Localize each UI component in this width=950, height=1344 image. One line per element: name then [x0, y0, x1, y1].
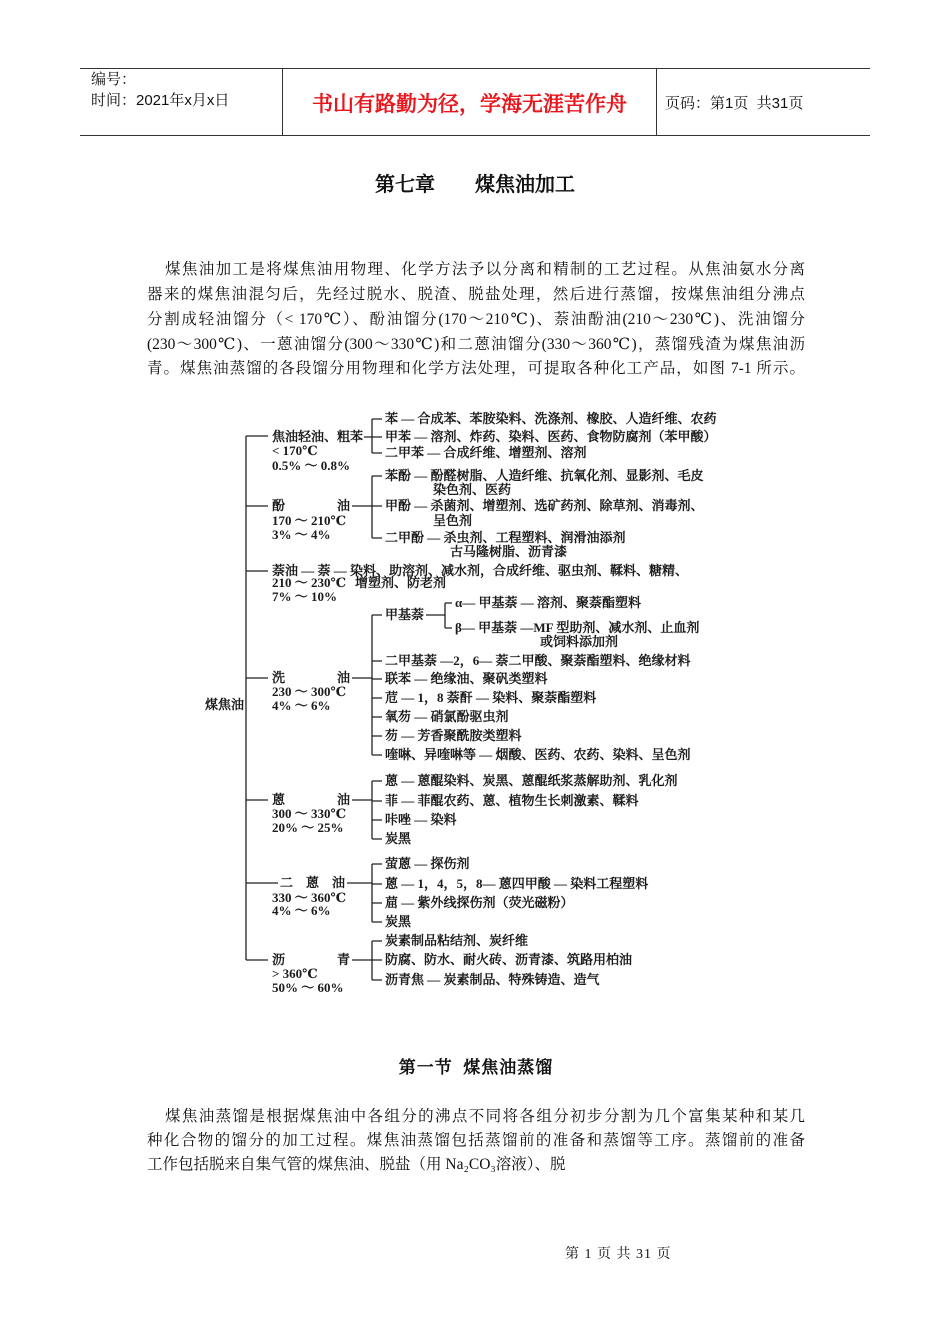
product-item: 二甲酚 — 杀虫剂、工程塑料、润滑油添剂	[385, 530, 626, 545]
methylnaphthalene-bracket	[426, 603, 452, 628]
motto: 书山有路勤为径，学海无涯苦作舟	[312, 93, 627, 116]
beta-methylnaphthalene-continued: 或饲料添加剂	[540, 634, 619, 649]
wash-oil-share: 4% ～ 6%	[272, 698, 331, 713]
header-motto-cell	[282, 69, 657, 135]
light-oil-share: 0.5% ～ 0.8%	[272, 458, 351, 473]
serial-label: 编号：	[91, 71, 137, 88]
beta-methylnaphthalene: β— 甲基萘 —MF 型助剂、减水剂、止血剂	[455, 620, 700, 635]
naphthalene-uses-continued: 增塑剂、防老剂	[355, 575, 447, 590]
time-label: 时间：2021年x月x日	[91, 92, 230, 109]
diagram-root: 煤焦油	[205, 697, 245, 712]
alpha-methylnaphthalene: α— 甲基萘 — 溶剂、聚萘酯塑料	[455, 595, 642, 610]
paragraph-line: 器来的煤焦油混匀后，先经过脱水、脱渣、脱盐处理，然后进行蒸馏，按煤焦油组分沸点	[147, 286, 805, 303]
product-item: 咔唑 — 染料	[385, 812, 457, 827]
page-footer: 第 1 页 共 31 页	[565, 1247, 672, 1262]
product-item: 甲苯 — 溶剂、炸药、染料、医药、食物防腐剂（苯甲酸）	[385, 429, 717, 444]
naphthalene-oil-share: 7% ～ 10%	[272, 589, 338, 604]
paragraph-line: (230～300℃)、一蒽油馏分(300～330℃)和二蒽油馏分(330～360℃)，蒸馏残渣为煤焦油沥	[147, 336, 805, 353]
product-item: 联苯 — 绝缘油、聚矾类塑料	[385, 671, 548, 686]
methylnaphthalene-label: 甲基萘	[385, 607, 425, 622]
paragraph-line: 工作包括脱来自集气管的煤焦油、脱盐（用 Na₂CO₃溶液）、脱	[147, 1156, 566, 1173]
product-item: 苊 — 1，8 萘酐 — 染料、聚萘酯塑料	[385, 690, 597, 705]
product-item: 氧芴 — 硝氯酚驱虫剂	[385, 709, 509, 724]
header-info-cell	[80, 69, 282, 135]
phenol-oil-label: 酚 油	[272, 498, 351, 513]
second-anthracene-oil-share: 4% ～ 6%	[272, 903, 331, 918]
light-oil-label: 焦油轻油、粗苯	[272, 429, 364, 444]
product-item-continued: 呈色剂	[433, 513, 473, 528]
pitch-label: 沥 青	[272, 952, 351, 967]
second-anthracene-oil-label: 二 蒽 油	[280, 875, 346, 890]
paragraph-line: 煤焦油加工是将煤焦油用物理、化学方法予以分离和精制的工艺过程。从焦油氨水分离	[165, 261, 805, 278]
paragraph-line: 青。煤焦油蒸馏的各段馏分用物理和化学方法处理，可提取各种化工产品，如图 7-1 所示。	[147, 360, 805, 377]
anthracene-oil-label: 蒽 油	[272, 792, 351, 807]
naphthalene-oil-label: 萘油 — 萘 — 染料、助溶剂、减水剂，合成纤维、驱虫剂、鞣料、糖精、	[272, 563, 689, 578]
naphthalene-oil-range: 210 ～ 230℃	[272, 575, 347, 590]
light-oil-bracket	[372, 419, 382, 453]
chapter-title: 第七章 煤焦油加工	[375, 174, 575, 196]
product-item: 菲 — 菲醌农药、蒽、植物生长刺激素、鞣料	[385, 793, 639, 808]
branch-connectors	[347, 437, 372, 960]
product-item: 沥青焦 — 炭素制品、特殊铸造、造气	[385, 972, 600, 987]
product-item: 炭黑	[385, 831, 412, 846]
product-item-continued: 古马隆树脂、沥青漆	[450, 544, 568, 559]
product-item: 二甲苯 — 合成纤维、增塑剂、溶剂	[385, 445, 587, 460]
phenol-oil-range: 170 ～ 210℃	[272, 513, 347, 528]
product-item: 萤蒽 — 探伤剂	[385, 856, 470, 871]
product-item: 䓛 — 紫外线探伤剂（荧光磁粉）	[385, 895, 574, 910]
product-item: 二甲基萘 —2，6— 萘二甲酸、聚萘酯塑料、绝缘材料	[385, 653, 691, 668]
light-oil-range: < 170℃	[272, 443, 318, 458]
product-item: 蒽 — 蒽醌染料、炭黑、蒽醌纸浆蒸解助剂、乳化剂	[385, 773, 678, 788]
product-item: 芴 — 芳香聚酰胺类塑料	[385, 728, 522, 743]
product-item: 喹啉、异喹啉等 — 烟酸、医药、农药、染料、呈色剂	[385, 747, 691, 762]
anthracene-oil-range: 300 ～ 330℃	[272, 806, 347, 821]
wash-oil-label: 洗 油	[272, 670, 351, 685]
anthracene-oil-bracket	[372, 781, 382, 839]
product-item: 蒽 — 1，4，5，8— 蒽四甲酸 — 染料工程塑料	[385, 876, 649, 891]
paragraph-line: 种化合物的馏分的加工过程。煤焦油蒸馏包括蒸馏前的准备和蒸馏等工序。蒸馏前的准备	[147, 1132, 805, 1149]
product-item: 苯酚 — 酚醛树脂、人造纤维、抗氧化剂、显影剂、毛皮	[385, 468, 704, 483]
wash-oil-bracket	[372, 615, 382, 755]
anthracene-oil-share: 20% ～ 25%	[272, 820, 344, 835]
header-table	[80, 68, 870, 136]
product-item: 炭黑	[385, 914, 412, 929]
product-item: 苯 — 合成苯、苯胺染料、洗涤剂、橡胶、人造纤维、农药	[385, 411, 717, 426]
second-anthracene-oil-bracket	[372, 864, 382, 922]
pitch-share: 50% ～ 60%	[272, 980, 344, 995]
wash-oil-range: 230 ～ 300℃	[272, 684, 347, 699]
page-info: 页码：第1页 共31页	[665, 95, 804, 112]
pitch-range: > 360℃	[272, 966, 318, 981]
product-item: 甲酚 — 杀菌剂、增塑剂、选矿药剂、除草剂、消毒剂、	[385, 498, 704, 513]
header-page-cell	[657, 69, 870, 135]
phenol-oil-share: 3% ～ 4%	[272, 527, 331, 542]
paragraph-line: 煤焦油蒸馏是根据煤焦油中各组分的沸点不同将各组分初步分割为几个富集某种和某几	[165, 1108, 805, 1125]
product-item: 炭素制品粘结剂、炭纤维	[385, 933, 529, 948]
paragraph-line: 分割成轻油馏分（< 170℃）、酚油馏分(170～210℃)、萘油酚油(210～230℃)、洗油馏分	[147, 311, 805, 328]
phenol-oil-bracket	[372, 476, 382, 538]
product-item: 防腐、防水、耐火砖、沥青漆、筑路用柏油	[385, 952, 633, 967]
section-title: 第一节 煤焦油蒸馏	[398, 1058, 554, 1077]
second-anthracene-oil-range: 330 ～ 360℃	[272, 890, 347, 905]
product-item-continued: 染色剂、医药	[433, 482, 512, 497]
pitch-bracket	[372, 941, 382, 980]
